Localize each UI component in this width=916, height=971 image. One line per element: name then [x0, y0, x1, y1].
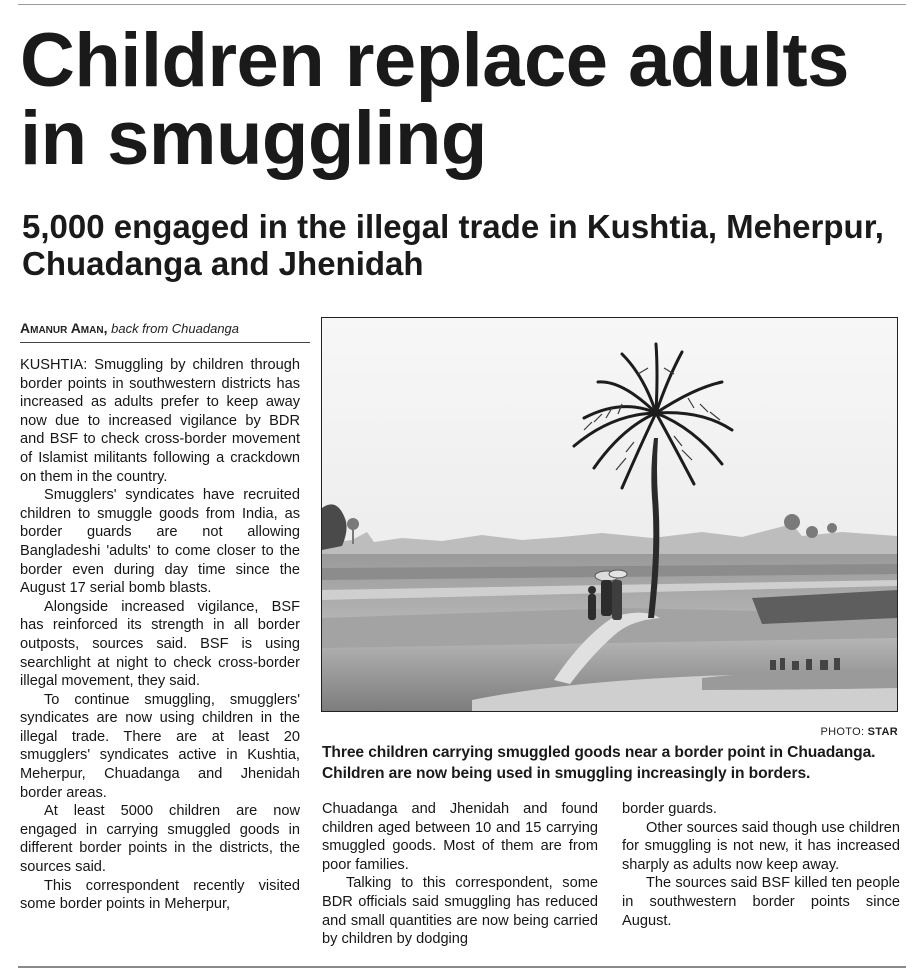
- byline-author: Amanur Aman,: [20, 320, 108, 336]
- photo-field-palm-tree: [322, 318, 897, 711]
- photo-credit-label: PHOTO:: [820, 726, 865, 738]
- paragraph: To continue smuggling, smugglers' syndicates are now using children in the illegal trade. There are at least 20 smugglers' syndicates active in Kushtia, Meherpur, Chuadanga and Jhenidah border areas.: [20, 691, 300, 801]
- paragraph: The sources said BSF killed ten people in southwestern border points since August.: [622, 875, 900, 929]
- byline-location: back from Chuadanga: [111, 321, 240, 336]
- paragraph: KUSHTIA: Smuggling by children through border points in southwestern districts has increased as adults prefer to keep away now due to increased vigilance by BDR and BSF to check cross-border movement of Islamist militants following a crackdown on them in the country.: [20, 357, 300, 485]
- paragraph: Other sources said though use children for smuggling is not new, it has increased sharply as adults now keep away.: [622, 819, 900, 873]
- paragraph: Smugglers' syndicates have recruited children to smuggle goods from India, as border guards are not allowing Bangladeshi 'adults' to come closer to the border even during day time since the August 17 serial bomb blasts.: [20, 487, 300, 597]
- top-rule: [18, 4, 906, 5]
- byline-rule: [20, 342, 310, 343]
- body-column-1: [20, 356, 300, 914]
- photo-credit: [700, 726, 898, 738]
- paragraph: At least 5000 children are now engaged in carrying smuggled goods in different border points in the districts, the sources said.: [20, 803, 300, 876]
- paragraph: This correspondent recently visited some border points in Meherpur,: [20, 877, 300, 913]
- photo-credit-source: STAR: [867, 726, 898, 738]
- body-column-3: [622, 800, 900, 930]
- subheadline: 5,000 engaged in the illegal trade in Kushtia, Meherpur, Chuadanga and Jhenidah: [22, 208, 884, 282]
- paragraph: Chuadanga and Jhenidah and found children aged between 10 and 15 carrying smuggled goods. Most of them are from poor families.: [322, 801, 598, 873]
- body-column-2: [322, 800, 598, 949]
- paragraph: Talking to this correspondent, some BDR officials said smuggling has reduced and small quantities are now being carried by children by dodging: [322, 875, 598, 948]
- paragraph: Alongside increased vigilance, BSF has reinforced its strength in all border outposts, sources said. BSF is using searchlight at night to check cross-border illegal movement, they said.: [20, 598, 300, 690]
- article-photo: [321, 317, 898, 712]
- byline: [20, 320, 310, 337]
- photo-caption: Three children carrying smuggled goods near a border point in Chuadanga. Children are now being used in smuggling increasingly in borders.: [322, 744, 876, 782]
- headline: Children replace adults in smuggling: [20, 18, 849, 181]
- bottom-rule: [18, 966, 906, 968]
- paragraph: border guards.: [622, 801, 717, 817]
